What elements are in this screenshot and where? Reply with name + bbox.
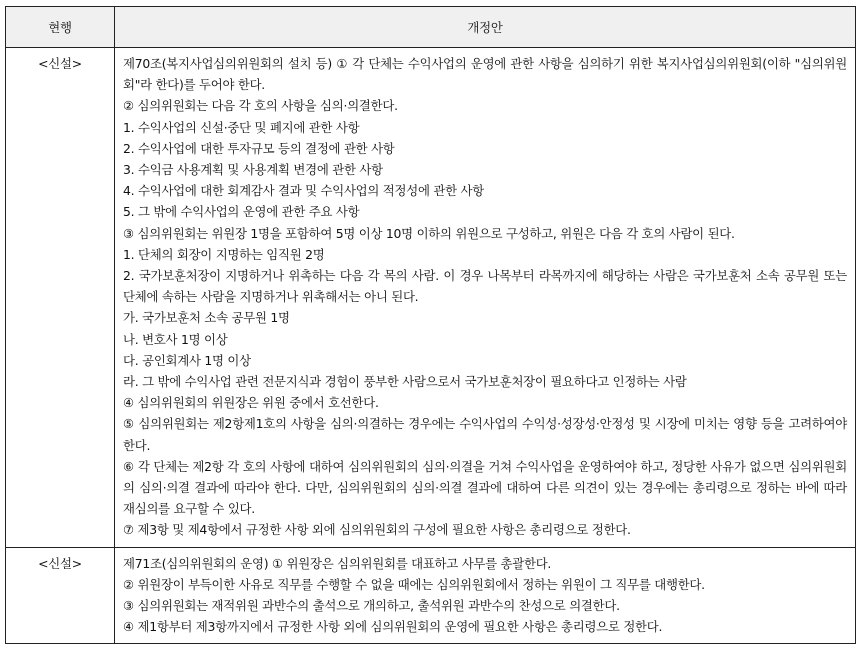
article-line: 1. 단체의 회장이 지명하는 임직원 2명 xyxy=(123,246,325,262)
table-row xyxy=(6,48,856,548)
header-current: 현행 xyxy=(6,7,115,48)
article-line: 2. 수익사업에 대한 투자규모 등의 결정에 관한 사항 xyxy=(123,140,395,156)
comparison-table xyxy=(5,6,856,644)
header-revised: 개정안 xyxy=(115,7,856,48)
header-row xyxy=(6,7,856,48)
article-line: ⑥ 각 단체는 제2항 각 호의 사항에 대하여 심의위원회의 심의·의결을 거쳐 수익사업을 운영하여야 하고, 정당한 사유가 없으면 심의위원회의 심의·의결 결과에 따라야 한다. 다만, 심의위원회의 심의·의결 결과에 대하여 다른 의견이 있는 경우에는 총리령으로 정하는 바에 따라 재심의를 요구할 수 있다. xyxy=(123,458,847,517)
article-line: 나. 변호사 1명 이상 xyxy=(123,331,228,347)
article-line: ④ 심의위원회의 위원장은 위원 중에서 호선한다. xyxy=(123,395,379,411)
article-line: 4. 수익사업에 대한 회계감사 결과 및 수익사업의 적정성에 관한 사항 xyxy=(123,183,484,199)
article-line: 5. 그 밖에 수익사업의 운영에 관한 주요 사항 xyxy=(123,204,360,220)
article-line: ⑦ 제3항 및 제4항에서 규정한 사항 외에 심의위원회의 구성에 필요한 사항은 총리령으로 정한다. xyxy=(123,522,631,538)
article-line: ③ 심의위원회는 재적위원 과반수의 출석으로 개의하고, 출석위원 과반수의 찬성으로 의결한다. xyxy=(123,598,620,614)
article-line: 라. 그 밖에 수익사업 관련 전문지식과 경험이 풍부한 사람으로서 국가보훈처장이 필요하다고 인정하는 사람 xyxy=(123,374,687,390)
article-line: ② 위원장이 부득이한 사유로 직무를 수행할 수 없을 때에는 심의위원회에서 정하는 위원이 그 직무를 대행한다. xyxy=(123,576,705,592)
article-line: 2. 국가보훈처장이 지명하거나 위촉하는 다음 각 목의 사람. 이 경우 나목부터 라목까지에 해당하는 사람은 국가보훈처 소속 공무원 또는 단체에 속하는 사람을 지명하거나 위촉해서는 아니 된다. xyxy=(123,268,847,305)
current-cell: <신설> xyxy=(6,48,115,548)
revised-cell xyxy=(115,547,856,644)
article-line: 3. 수익금 사용계획 및 사용계획 변경에 관한 사항 xyxy=(123,162,383,178)
article-line: ③ 심의위원회는 위원장 1명을 포함하여 5명 이상 10명 이하의 위원으로 구성하고, 위원은 다음 각 호의 사람이 된다. xyxy=(123,225,735,241)
article-line: ⑤ 심의위원회는 제2항제1호의 사항을 심의·의결하는 경우에는 수익사업의 수익성·성장성·안정성 및 시장에 미치는 영향 등을 고려하여야 한다. xyxy=(123,416,847,453)
current-cell: <신설> xyxy=(6,547,115,644)
article-line: 제71조(심의위원회의 운영) ① 위원장은 심의위원회를 대표하고 사무를 총괄한다. xyxy=(123,555,552,571)
table-row xyxy=(6,547,856,644)
article-line: 1. 수익사업의 신설·중단 및 폐지에 관한 사항 xyxy=(123,119,360,135)
article-line: ④ 제1항부터 제3항까지에서 규정한 사항 외에 심의위원회의 운영에 필요한 사항은 총리령으로 정한다. xyxy=(123,619,663,635)
article-line: 제70조(복지사업심의위원회의 설치 등) ① 각 단체는 수익사업의 운영에 관한 사항을 심의하기 위한 복지사업심의위원회(이하 "심의위원회"라 한다)를 두어야 한다. xyxy=(123,56,847,93)
article-line: ② 심의위원회는 다음 각 호의 사항을 심의·의결한다. xyxy=(123,98,398,114)
revised-cell xyxy=(115,48,856,548)
article-line: 다. 공인회계사 1명 이상 xyxy=(123,352,251,368)
article-line: 가. 국가보훈처 소속 공무원 1명 xyxy=(123,310,290,326)
